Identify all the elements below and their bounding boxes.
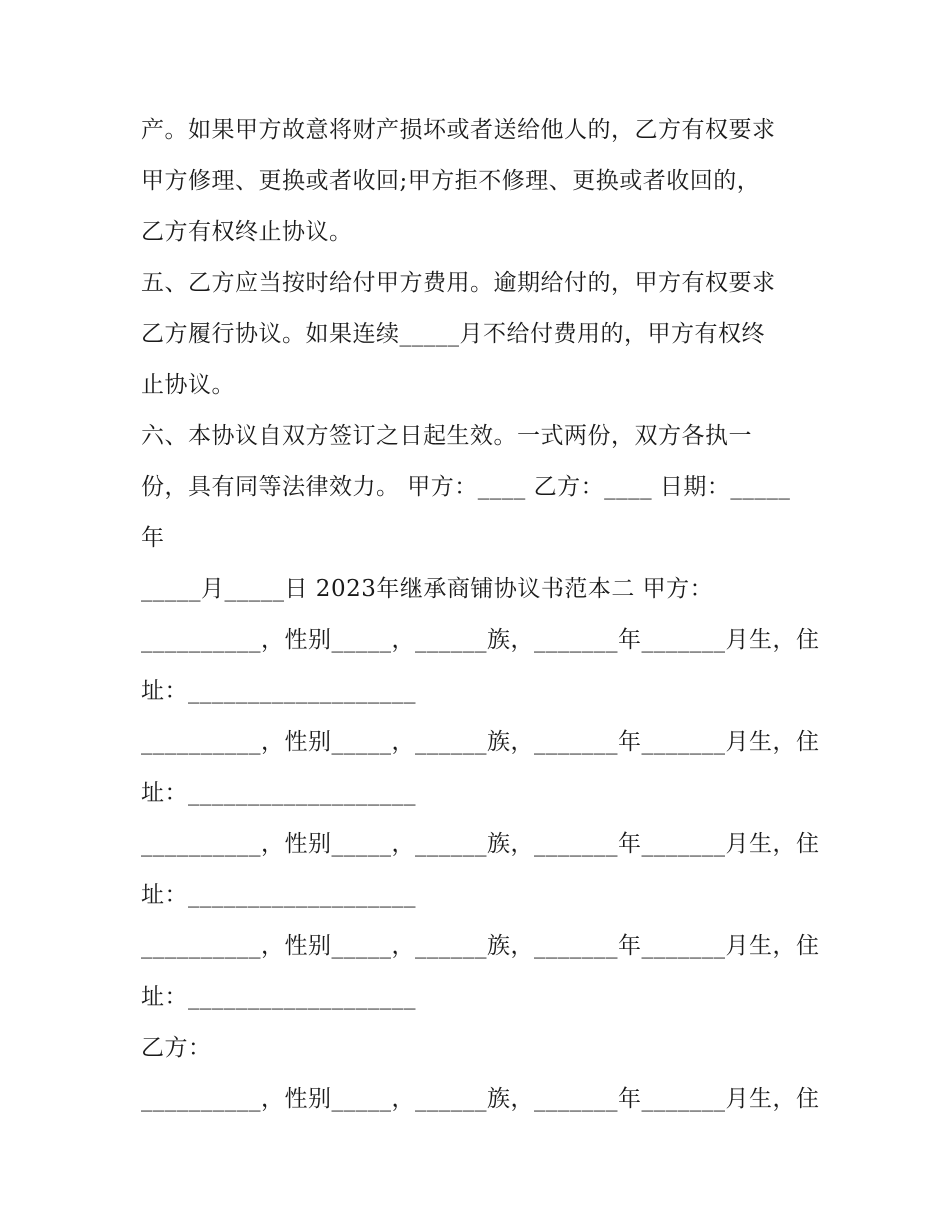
address-line: 址：___________________: [141, 780, 416, 806]
address-line: 址：___________________: [141, 678, 416, 704]
text-line: 乙方有权终止协议。: [141, 219, 353, 245]
text-line: 产。如果甲方故意将财产损坏或者送给他人的，乙方有权要求: [141, 117, 776, 143]
party-a-person-line: __________，性别_____，______族，_______年_______月生，住: [141, 933, 820, 959]
clause-six-line: 六、本协议自双方签订之日起生效。一式两份，双方各执一: [141, 423, 752, 449]
text-line: 年: [141, 525, 165, 551]
signature-line: 份，具有同等法律效力。 甲方：____ 乙方：____ 日期：_____: [141, 474, 791, 500]
party-b-heading: 乙方：: [141, 1035, 212, 1061]
party-b-person-line: __________，性别_____，______族，_______年_______月生，住: [141, 1086, 820, 1112]
address-line: 址：___________________: [141, 882, 416, 908]
text-line: 乙方履行协议。如果连续_____月不给付费用的，甲方有权终: [141, 321, 765, 347]
party-a-person-line: __________，性别_____，______族，_______年_______月生，住: [141, 627, 820, 653]
agreement-text: [141, 105, 821, 1125]
text-line: 甲方修理、更换或者收回;甲方拒不修理、更换或者收回的，: [141, 168, 761, 194]
text-line: 止协议。: [141, 372, 235, 398]
party-a-person-line: __________，性别_____，______族，_______年_______月生，住: [141, 831, 820, 857]
template-title-line: _____月_____日 2023年继承商铺协议书范本二 甲方：: [141, 576, 714, 602]
address-line: 址：___________________: [141, 984, 416, 1010]
party-a-person-line: __________，性别_____，______族，_______年_______月生，住: [141, 729, 820, 755]
clause-five-line: 五、乙方应当按时给付甲方费用。逾期给付的，甲方有权要求: [141, 270, 776, 296]
